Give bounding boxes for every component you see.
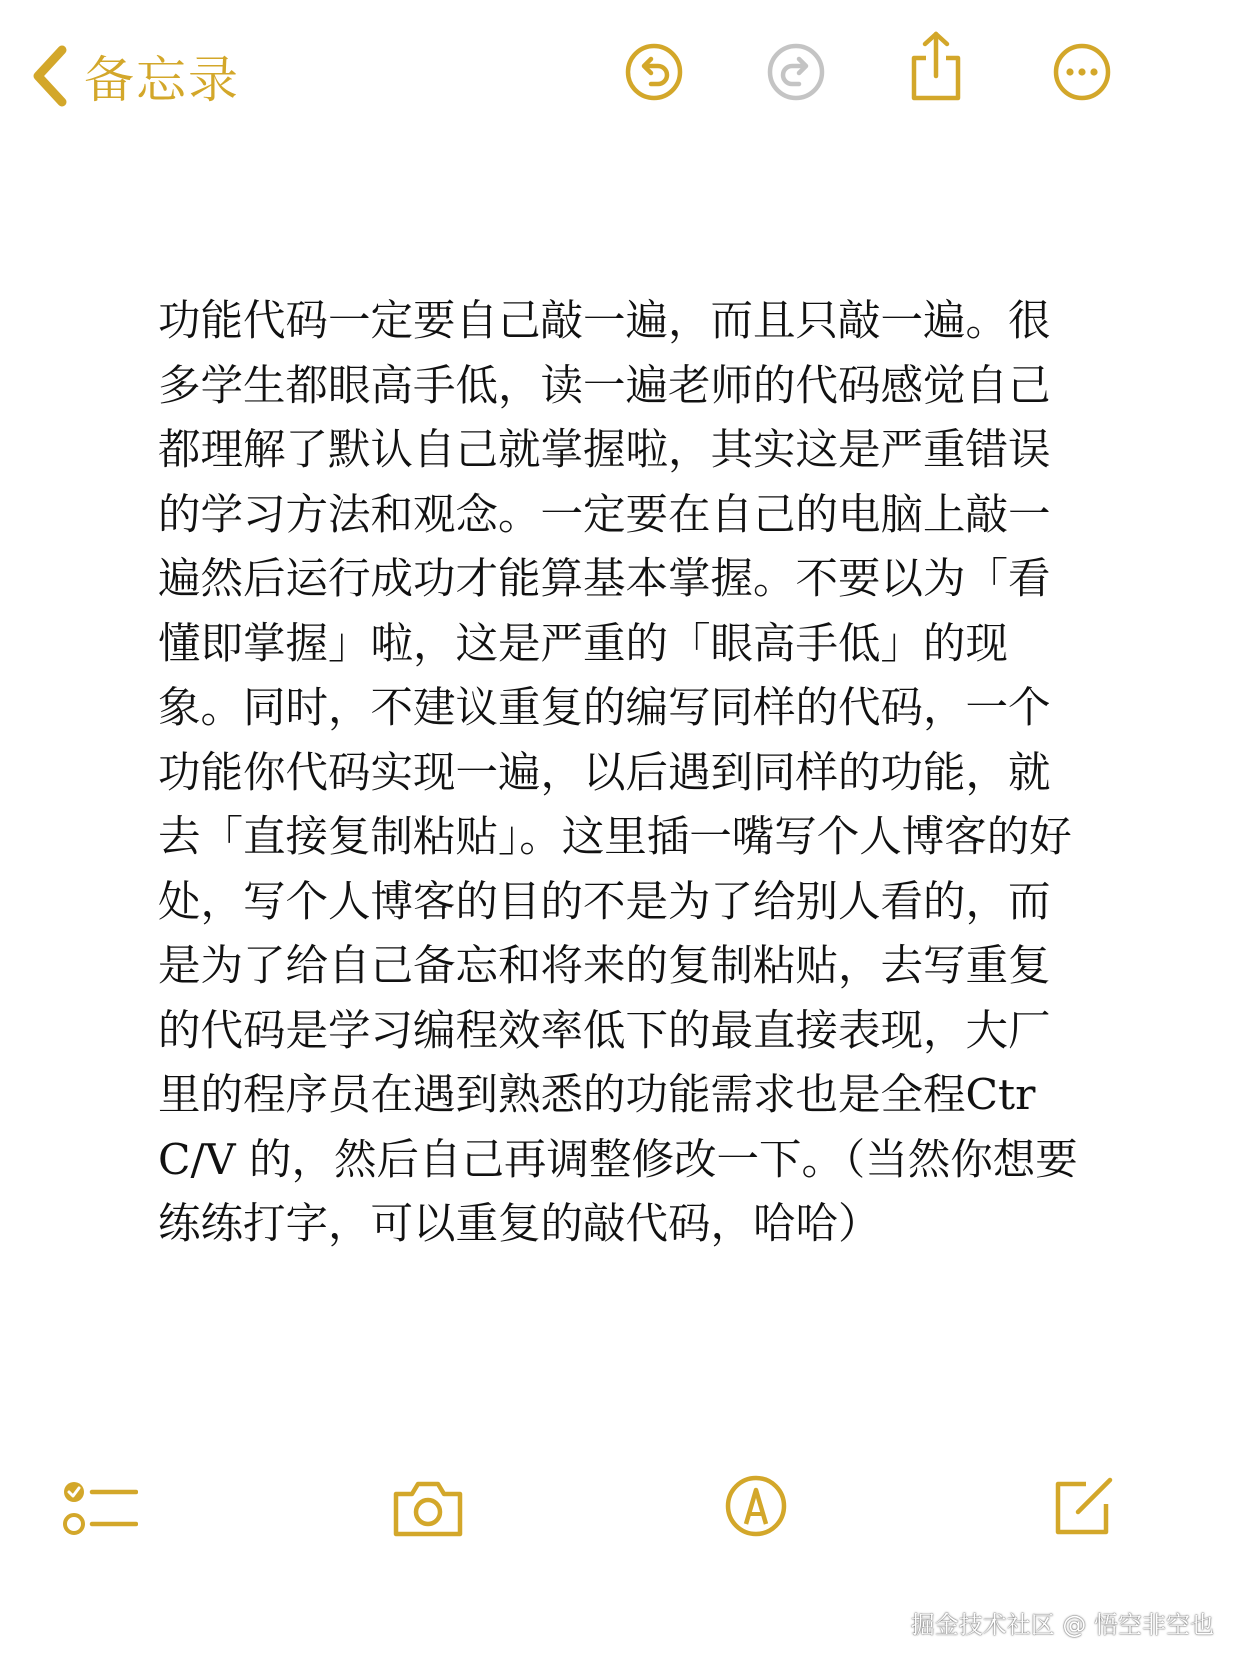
redo-icon [766,42,826,102]
markup-pen-icon [724,1474,788,1538]
watermark: 掘金技术社区 @ 悟空非空也 [910,1611,1214,1639]
back-button[interactable] [30,36,240,116]
undo-button[interactable] [624,42,684,102]
undo-icon [624,42,684,102]
share-icon [906,30,966,102]
more-icon [1052,42,1112,102]
share-button[interactable] [906,30,966,102]
redo-button[interactable] [766,42,826,102]
checklist-button[interactable] [62,1478,138,1538]
compose-icon [1052,1474,1116,1538]
camera-button[interactable] [390,1478,466,1538]
markup-button[interactable] [724,1474,788,1538]
checklist-icon [62,1478,138,1538]
note-text[interactable]: 功能代码一定要自己敲一遍，而且只敲一遍。很多学生都眼高手低，读一遍老师的代码感觉自己都理解了默认自己就掌握啦，其实这是严重错误的学习方法和观念。一定要在自己的电脑上敲一遍然后运行成功才能算基本掌握。不要以为「看懂即掌握」啦，这是严重的「眼高手低」的现象。同时，不建议重复的编写同样的代码，一个功能你代码实现一遍，以后遇到同样的功能，就去「直接复制粘贴」。这里插一嘴写个人博客的好处，写个人博客的目的不是为了给别人看的，而是为了给自己备忘和将来的复制粘贴，去写重复的代码是学习编程效率低下的最直接表现，大厂里的程序员在遇到熟悉的功能需求也是全程Ctr C/V 的，然后自己再调整修改一下。（当然你想要练练打字，可以重复的敲代码，哈哈） [158,297,1078,1249]
compose-button[interactable] [1052,1474,1116,1538]
chevron-left-icon [30,44,70,108]
back-label: 备忘录 [84,51,240,109]
more-button[interactable] [1052,42,1112,102]
navigation-bar [0,0,1242,160]
bottom-toolbar [0,1540,1242,1660]
camera-icon [390,1478,466,1538]
